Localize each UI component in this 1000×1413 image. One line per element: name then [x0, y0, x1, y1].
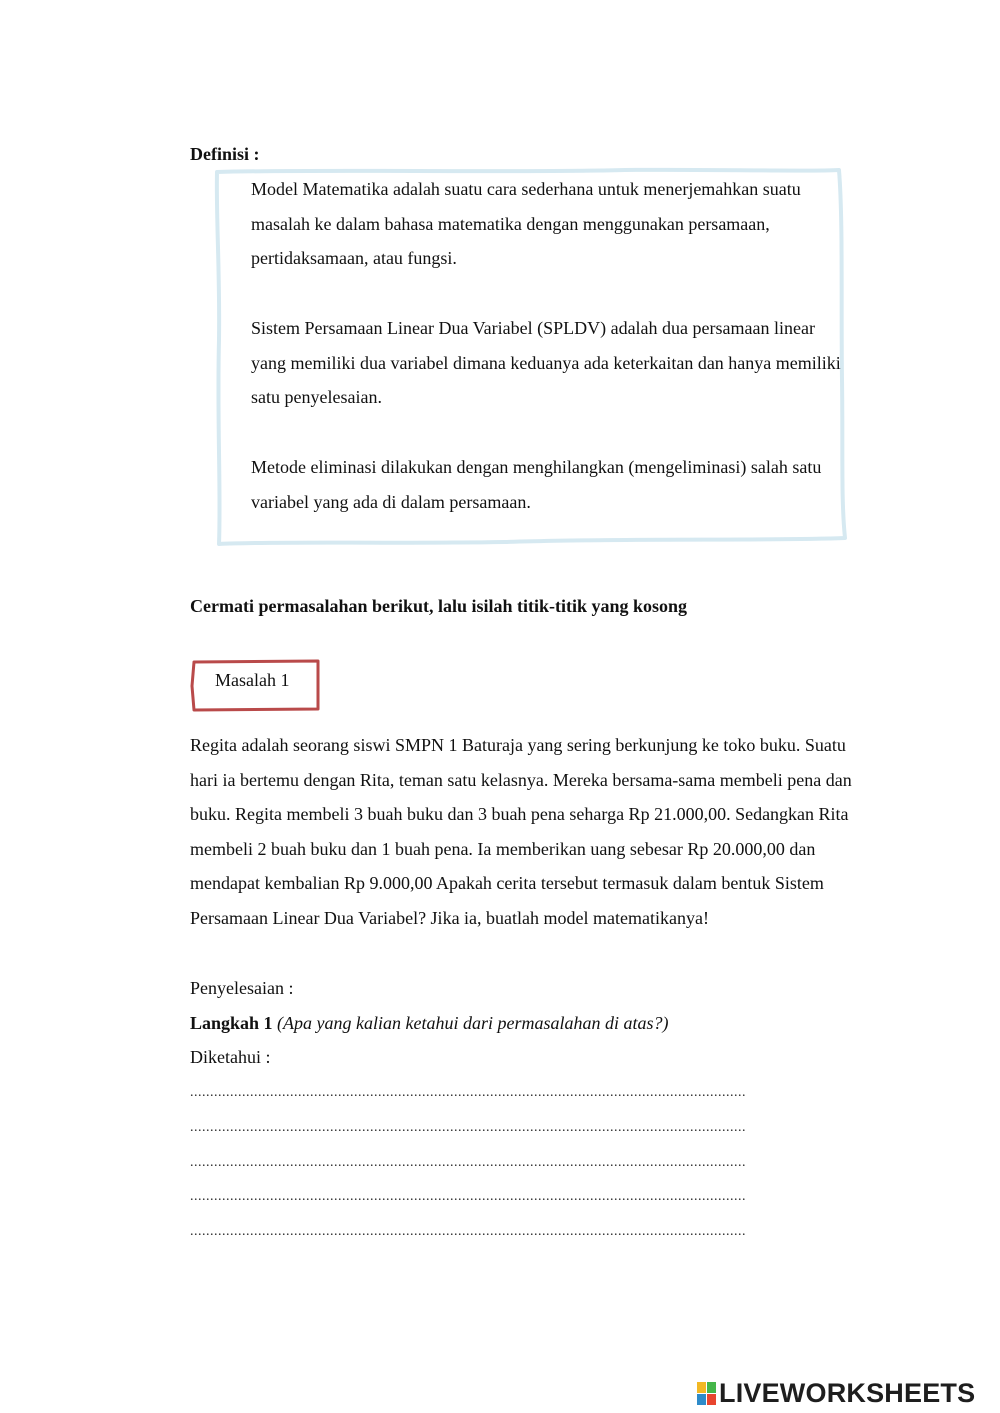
step-label: Langkah 1 — [190, 1013, 273, 1033]
answer-line-4[interactable]: ........................................................................................................................................... — [190, 1189, 746, 1204]
answer-line-3[interactable]: ........................................................................................................................................... — [190, 1155, 746, 1170]
definition-paragraph-eliminasi: Metode eliminasi dilakukan dengan menghilangkan (mengeliminasi) salah satu variabel yang ada di dalam persamaan. — [251, 457, 822, 512]
definition-paragraph-model: Model Matematika adalah suatu cara sederhana untuk menerjemahkan suatu masalah ke dalam bahasa matematika dengan menggunakan persamaan, pertidaksamaan, atau fungsi. — [251, 179, 801, 269]
liveworksheets-logo-icon — [697, 1382, 716, 1405]
instruction-text: Cermati permasalahan berikut, lalu isilah titik-titik yang kosong — [190, 596, 688, 616]
answer-line-1[interactable]: ........................................................................................................................................... — [190, 1085, 746, 1100]
step-1 — [190, 1006, 858, 1041]
liveworksheets-logo-text: LIVEWORKSHEETS — [719, 1378, 976, 1408]
problem-text: Regita adalah seorang siswi SMPN 1 Baturaja yang sering berkunjung ke toko buku. Suatu hari ia bertemu dengan Rita, teman satu kelasnya. Mereka bersama-sama membeli pena dan buku. Regita membeli 3 buah buku dan 3 buah pena seharga Rp 21.000,00. Sedangkan Rita membeli 2 buah buku dan 1 buah pena. Ia memberikan uang sebesar Rp 20.000,00 dan mendapat kembalian Rp 9.000,00 Apakah cerita tersebut termasuk dalam bentuk Sistem Persamaan Linear Dua Variabel? Jika ia, buatlah model matematikanya! — [190, 735, 852, 928]
definition-title: Definisi : — [190, 144, 260, 164]
step-hint: (Apa yang kalian ketahui dari permasalahan di atas?) — [277, 1013, 669, 1033]
liveworksheets-logo — [697, 1378, 975, 1409]
problem-label: Masalah 1 — [215, 670, 290, 690]
definition-paragraph-spldv: Sistem Persamaan Linear Dua Variabel (SPLDV) adalah dua persamaan linear yang memiliki dua variabel dimana keduanya ada keterkaitan dan hanya memiliki satu penyelesaian. — [251, 318, 841, 408]
solution-label: Penyelesaian : — [190, 978, 294, 998]
known-label: Diketahui : — [190, 1047, 271, 1067]
answer-line-2[interactable]: ........................................................................................................................................... — [190, 1120, 746, 1135]
answer-line-5[interactable]: ........................................................................................................................................... — [190, 1224, 746, 1239]
